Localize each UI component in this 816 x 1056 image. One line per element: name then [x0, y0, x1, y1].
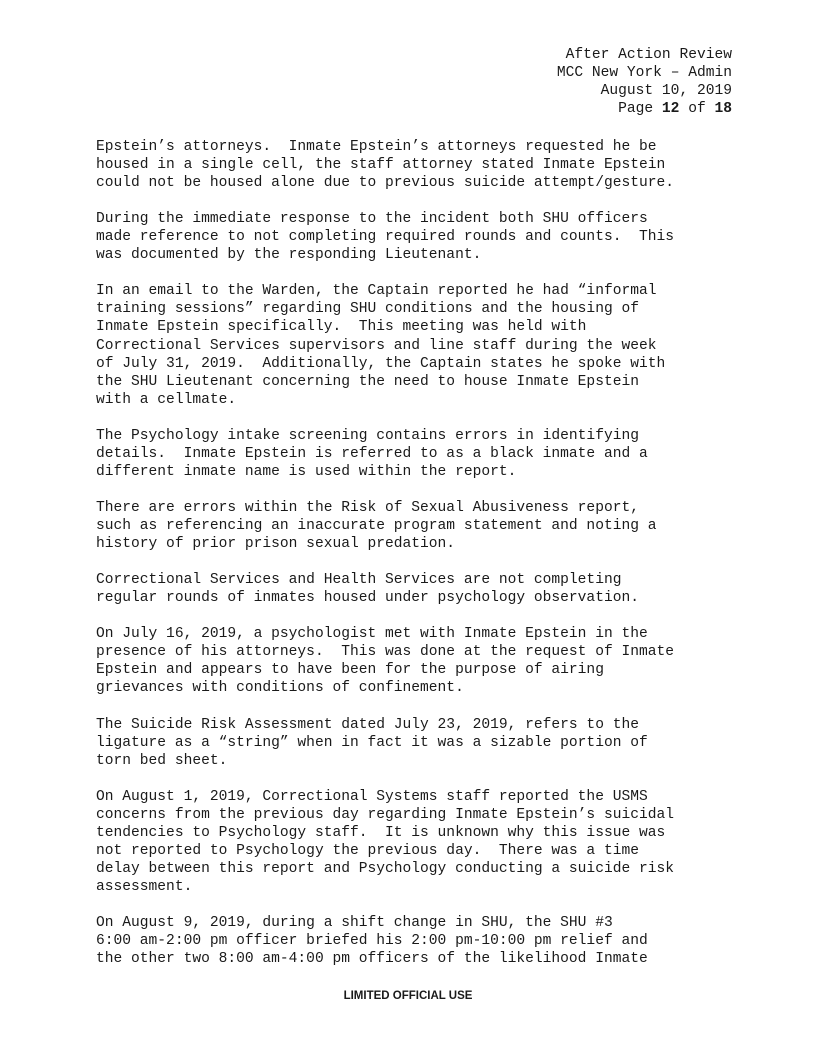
paragraph-observation-rounds: Correctional Services and Health Services are not completing regular rounds of inmates housed under psychology observation. [96, 572, 639, 607]
paragraph-risk-report-errors: There are errors within the Risk of Sexual Abusiveness report, such as referencing an inaccurate program statement and noting a history of prior prison sexual predation. [96, 499, 657, 553]
paragraph-captain-email: In an email to the Warden, the Captain reported he had “informal training sessions” regarding SHU conditions and the housing of Inmate Epstein specifically. This meeting was held with Correctional Services supervisors and line staff during the week of July 31, 2019. Additionally, the Captain states he spoke with the SHU Lieutenant concerning the need to house Inmate Epstein with a cellmate. [96, 283, 666, 408]
paragraph-psychologist-meeting: On July 16, 2019, a psychologist met with Inmate Epstein in the presence of his attorneys. This was done at the request of Inmate Epstein and appears to have been for the purpose of airing grievances with conditions of confinement. [96, 626, 675, 697]
paragraph-shift-change: On August 9, 2019, during a shift change in SHU, the SHU #3 6:00 am-2:00 pm officer briefed his 2:00 pm-10:00 pm relief and the other two 8:00 am-4:00 pm officers of the likelihood Inmate [96, 915, 648, 968]
paragraph-usms-concerns: On August 1, 2019, Correctional Systems staff reported the USMS concerns from the previous day regarding Inmate Epstein’s suicidal tendencies to Psychology staff. It is unknown why this issue was not reported to Psychology the previous day. There was a time delay between this report and Psychology conducting a suicide risk assessment. [96, 788, 675, 895]
header-facility: MCC New York – Admin [556, 65, 732, 81]
page-current: 12 [661, 101, 680, 117]
page-of: of [688, 101, 706, 117]
paragraph-rounds-not-completed: During the immediate response to the incident both SHU officers made reference to not completing required rounds and counts. This was documented by the responding Lieutenant. [96, 211, 675, 264]
header-title: After Action Review [565, 47, 732, 63]
page-label: Page [618, 101, 654, 117]
paragraph-psychology-intake-errors: The Psychology intake screening contains errors in identifying details. Inmate Epstein is referred to as a black inmate and a different inmate name is used within the report. [96, 427, 648, 480]
classification-footer: LIMITED OFFICIAL USE [343, 990, 473, 1002]
paragraph-attorneys-cell-request: Epstein’s attorneys. Inmate Epstein’s attorneys requested he be housed in a single cell, the staff attorney stated Inmate Epstein could not be housed alone due to previous suicide attempt/gesture. [96, 139, 675, 192]
page-total: 18 [714, 101, 732, 117]
document-header [557, 46, 732, 118]
document-body [96, 138, 736, 986]
header-date: August 10, 2019 [600, 83, 732, 99]
paragraph-suicide-risk-assessment: The Suicide Risk Assessment dated July 23, 2019, refers to the ligature as a “string” when in fact it was a sizable portion of torn bed sheet. [96, 716, 648, 769]
header-page-number [557, 100, 732, 118]
